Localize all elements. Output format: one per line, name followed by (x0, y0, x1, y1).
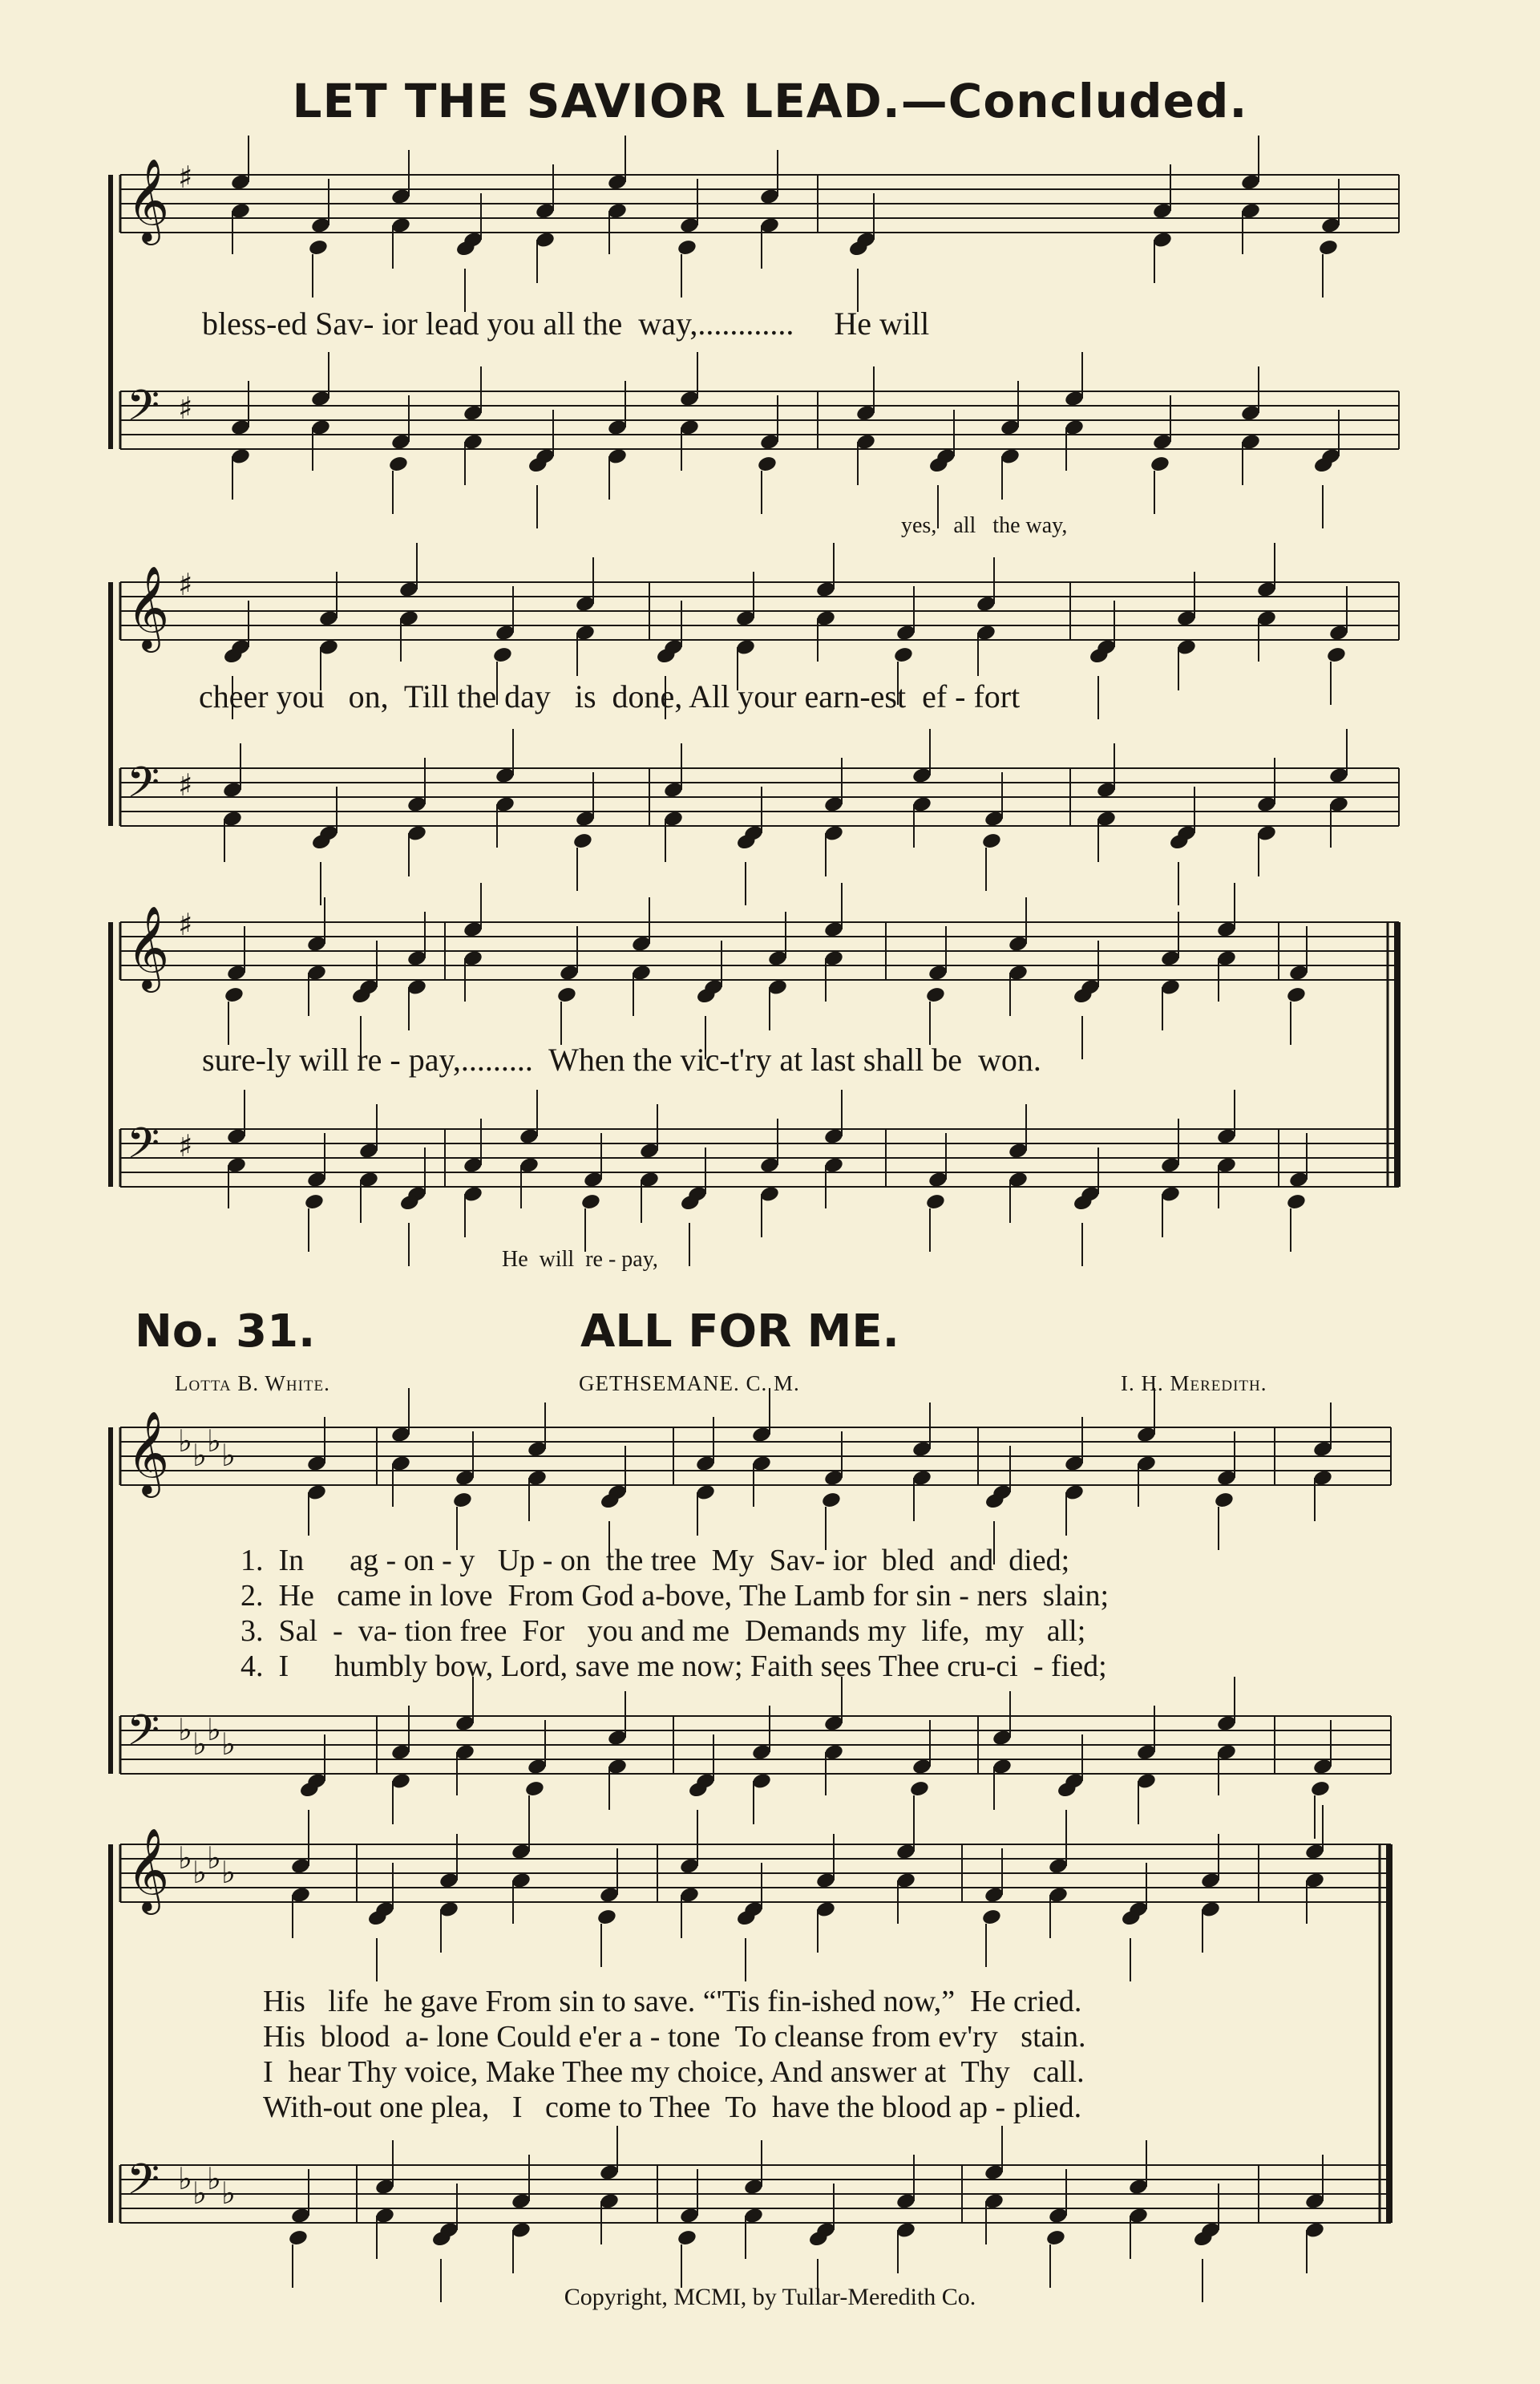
svg-text:♯: ♯ (178, 767, 193, 803)
svg-text:♯: ♯ (178, 907, 193, 942)
author-credit: Lotta B. White. (175, 1371, 330, 1395)
svg-text:♭: ♭ (207, 1712, 221, 1747)
copyright-notice: Copyright, MCMI, by Tullar-Meredith Co. (564, 2284, 976, 2310)
svg-text:♭: ♭ (178, 1712, 192, 1747)
svg-text:♭: ♭ (178, 1423, 192, 1459)
verse-3-line-a: 3. Sal - va- tion free For you and me Demands my life, my all; (240, 1614, 1086, 1648)
verse-4-line-b: With-out one plea, I come to Thee To have the blood ap - plied. (263, 2091, 1082, 2124)
svg-text:𝄞: 𝄞 (127, 565, 170, 650)
svg-text:𝄢: 𝄢 (127, 382, 160, 441)
svg-text:𝄞: 𝄞 (127, 1411, 170, 1495)
hymn-number: No. 31. (135, 1305, 316, 1358)
svg-text:♯: ♯ (178, 391, 193, 426)
svg-text:♭: ♭ (221, 1726, 236, 1762)
svg-text:♭: ♭ (192, 1855, 207, 1890)
svg-text:♭: ♭ (221, 1438, 236, 1473)
lyric-under-system-3: He will re - pay, (502, 1247, 658, 1272)
verse-1-line-b: His life he gave From sin to save. “'Tis fin-ished now,” He cried. (263, 1985, 1082, 2018)
svg-text:♭: ♭ (221, 1855, 236, 1890)
svg-text:♭: ♭ (192, 2176, 207, 2211)
svg-text:♭: ♭ (192, 1726, 207, 1762)
svg-text:𝄞: 𝄞 (127, 1827, 170, 1912)
svg-text:♯: ♯ (178, 160, 193, 195)
svg-text:♭: ♭ (221, 2176, 236, 2211)
svg-text:♭: ♭ (192, 1438, 207, 1473)
composer-credit: I. H. Meredith. (1121, 1371, 1267, 1395)
lyric-line-system-1: bless-ed Sav- ior lead you all the way,............ He will (202, 306, 930, 342)
lyric-line-system-2: cheer you on, Till the day is done, All your earn-est ef - fort (199, 678, 1021, 714)
tune-credit: GETHSEMANE. C. M. (579, 1371, 800, 1395)
lyric-under-system-1: yes, all the way, (901, 513, 1068, 538)
hymn-title-concluded: LET THE SAVIOR LEAD.—Concluded. (292, 74, 1248, 128)
svg-text:𝄢: 𝄢 (127, 1119, 160, 1179)
svg-text:♭: ♭ (207, 1840, 221, 1876)
verse-2-line-b: His blood a- lone Could e'er a - tone To cleanse from ev'ry stain. (263, 2020, 1086, 2054)
lyric-line-system-3: sure-ly will re - pay,......... When the vic-t'ry at last shall be won. (202, 1042, 1041, 1078)
hymn-title-all-for-me: ALL FOR ME. (580, 1305, 899, 1358)
svg-text:♭: ♭ (178, 1840, 192, 1876)
verse-2-line-a: 2. He came in love From God a-bove, The Lamb for sin - ners slain; (240, 1579, 1110, 1613)
svg-text:𝄢: 𝄢 (127, 759, 160, 818)
svg-text:𝄞: 𝄞 (127, 905, 170, 990)
svg-text:𝄢: 𝄢 (127, 1706, 160, 1766)
svg-text:𝄞: 𝄞 (127, 158, 170, 242)
svg-text:♯: ♯ (178, 567, 193, 602)
svg-text:♭: ♭ (178, 2161, 192, 2196)
verse-3-line-b: I hear Thy voice, Make Thee my choice, And answer at Thy call. (263, 2055, 1085, 2089)
svg-text:♭: ♭ (207, 2161, 221, 2196)
svg-text:♯: ♯ (178, 1128, 193, 1164)
verse-1-line-a: 1. In ag - on - y Up - on the tree My Sav- ior bled and died; (240, 1544, 1070, 1577)
svg-text:♭: ♭ (207, 1423, 221, 1459)
verse-4-line-a: 4. I humbly bow, Lord, save me now; Faith sees Thee cru-ci - fied; (240, 1649, 1107, 1683)
svg-text:𝄢: 𝄢 (127, 2155, 160, 2215)
